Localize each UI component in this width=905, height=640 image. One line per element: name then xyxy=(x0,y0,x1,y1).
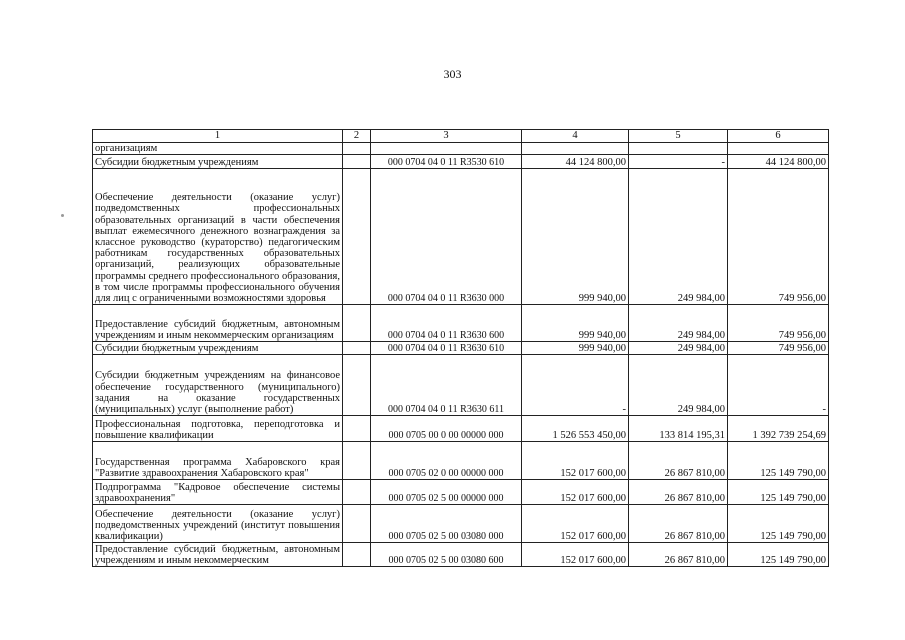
table-row xyxy=(93,342,829,355)
table-row xyxy=(93,169,829,305)
row-name-cell: организациям xyxy=(93,143,343,155)
table-row xyxy=(93,305,829,342)
row-col2-cell xyxy=(343,155,371,169)
row-value-col5: 249 984,00 xyxy=(629,169,728,305)
row-value-col6: 1 392 739 254,69 xyxy=(728,416,829,442)
scan-speck xyxy=(61,214,64,217)
row-col2-cell xyxy=(343,143,371,155)
row-value-col6: 125 149 790,00 xyxy=(728,543,829,567)
row-col2-cell xyxy=(343,442,371,480)
row-code-cell: 000 0704 04 0 11 R3630 610 xyxy=(371,342,522,355)
row-value-col4: 999 940,00 xyxy=(522,305,629,342)
row-value-col4: 999 940,00 xyxy=(522,169,629,305)
row-code-cell: 000 0705 00 0 00 00000 000 xyxy=(371,416,522,442)
row-value-col4: 152 017 600,00 xyxy=(522,442,629,480)
row-name-cell: Субсидии бюджетным учреждениям xyxy=(93,342,343,355)
row-name-cell: Предоставление субсидий бюджетным, автономным учреждениям и иным некоммерческим xyxy=(93,543,343,567)
row-value-col6: 749 956,00 xyxy=(728,169,829,305)
row-name-cell: Обеспечение деятельности (оказание услуг) подведомственных учреждений (институт повышения квалификации) xyxy=(93,505,343,543)
row-value-col5: 249 984,00 xyxy=(629,355,728,416)
row-value-col6: 44 124 800,00 xyxy=(728,155,829,169)
header-row xyxy=(93,130,829,143)
row-value-col5: 133 814 195,31 xyxy=(629,416,728,442)
row-col2-cell xyxy=(343,305,371,342)
row-name-cell: Профессиональная подготовка, переподготовка и повышение квалификации xyxy=(93,416,343,442)
row-name-cell: Подпрограмма "Кадровое обеспечение системы здравоохранения" xyxy=(93,480,343,505)
row-value-col5: 26 867 810,00 xyxy=(629,480,728,505)
row-col2-cell xyxy=(343,416,371,442)
table-row xyxy=(93,543,829,567)
row-name-cell: Предоставление субсидий бюджетным, автономным учреждениям и иным некоммерческим организациям xyxy=(93,305,343,342)
header-cell: 3 xyxy=(371,130,522,143)
row-code-cell: 000 0705 02 5 00 03080 600 xyxy=(371,543,522,567)
row-name-cell: Государственная программа Хабаровского края "Развитие здравоохранения Хабаровского края" xyxy=(93,442,343,480)
header-cell: 1 xyxy=(93,130,343,143)
row-code-cell: 000 0705 02 5 00 00000 000 xyxy=(371,480,522,505)
row-value-col6 xyxy=(728,143,829,155)
row-value-col5 xyxy=(629,143,728,155)
row-value-col5: 26 867 810,00 xyxy=(629,442,728,480)
row-value-col4: 152 017 600,00 xyxy=(522,543,629,567)
header-cell: 4 xyxy=(522,130,629,143)
table-row xyxy=(93,143,829,155)
row-name-cell: Субсидии бюджетным учреждениям xyxy=(93,155,343,169)
page-number: 303 xyxy=(443,67,462,81)
table-row xyxy=(93,355,829,416)
row-value-col5: - xyxy=(629,155,728,169)
table-row xyxy=(93,480,829,505)
row-name-cell: Субсидии бюджетным учреждениям на финансовое обеспечение государственного (муниципального) задания на оказание государственных (муниципальных) услуг (выполнение работ) xyxy=(93,355,343,416)
row-value-col6: 125 149 790,00 xyxy=(728,442,829,480)
header-cell: 6 xyxy=(728,130,829,143)
budget-table xyxy=(92,129,829,567)
row-value-col4 xyxy=(522,143,629,155)
row-code-cell: 000 0704 04 0 11 R3630 000 xyxy=(371,169,522,305)
row-value-col4: 152 017 600,00 xyxy=(522,505,629,543)
row-value-col6: - xyxy=(728,355,829,416)
row-name-cell: Обеспечение деятельности (оказание услуг) подведомственных профессиональных образовательных организаций в части обеспечения выплат ежемесячного денежного вознаграждения за классное руководство (кураторство) педагогическим работникам государственных образовательных организаций, реализующих образовательные программы среднего профессионального образования, в том числе программы профессионального обучения для лиц с ограниченными возможностями здоровья xyxy=(93,169,343,305)
header-cell: 5 xyxy=(629,130,728,143)
row-code-cell: 000 0704 04 0 11 R3530 610 xyxy=(371,155,522,169)
row-col2-cell xyxy=(343,543,371,567)
row-value-col5: 249 984,00 xyxy=(629,342,728,355)
row-col2-cell xyxy=(343,355,371,416)
row-value-col4: 1 526 553 450,00 xyxy=(522,416,629,442)
row-code-cell: 000 0704 04 0 11 R3630 600 xyxy=(371,305,522,342)
header-cell: 2 xyxy=(343,130,371,143)
row-code-cell: 000 0704 04 0 11 R3630 611 xyxy=(371,355,522,416)
row-value-col4: 44 124 800,00 xyxy=(522,155,629,169)
row-col2-cell xyxy=(343,169,371,305)
table-row xyxy=(93,442,829,480)
table-row xyxy=(93,416,829,442)
table-row xyxy=(93,505,829,543)
row-value-col6: 125 149 790,00 xyxy=(728,480,829,505)
row-value-col5: 249 984,00 xyxy=(629,305,728,342)
row-code-cell: 000 0705 02 5 00 03080 000 xyxy=(371,505,522,543)
row-value-col6: 749 956,00 xyxy=(728,342,829,355)
row-col2-cell xyxy=(343,342,371,355)
row-value-col5: 26 867 810,00 xyxy=(629,505,728,543)
row-value-col6: 125 149 790,00 xyxy=(728,505,829,543)
row-value-col4: 152 017 600,00 xyxy=(522,480,629,505)
row-value-col5: 26 867 810,00 xyxy=(629,543,728,567)
row-col2-cell xyxy=(343,480,371,505)
table-row xyxy=(93,155,829,169)
row-value-col4: - xyxy=(522,355,629,416)
row-value-col6: 749 956,00 xyxy=(728,305,829,342)
row-col2-cell xyxy=(343,505,371,543)
row-code-cell xyxy=(371,143,522,155)
row-code-cell: 000 0705 02 0 00 00000 000 xyxy=(371,442,522,480)
row-value-col4: 999 940,00 xyxy=(522,342,629,355)
